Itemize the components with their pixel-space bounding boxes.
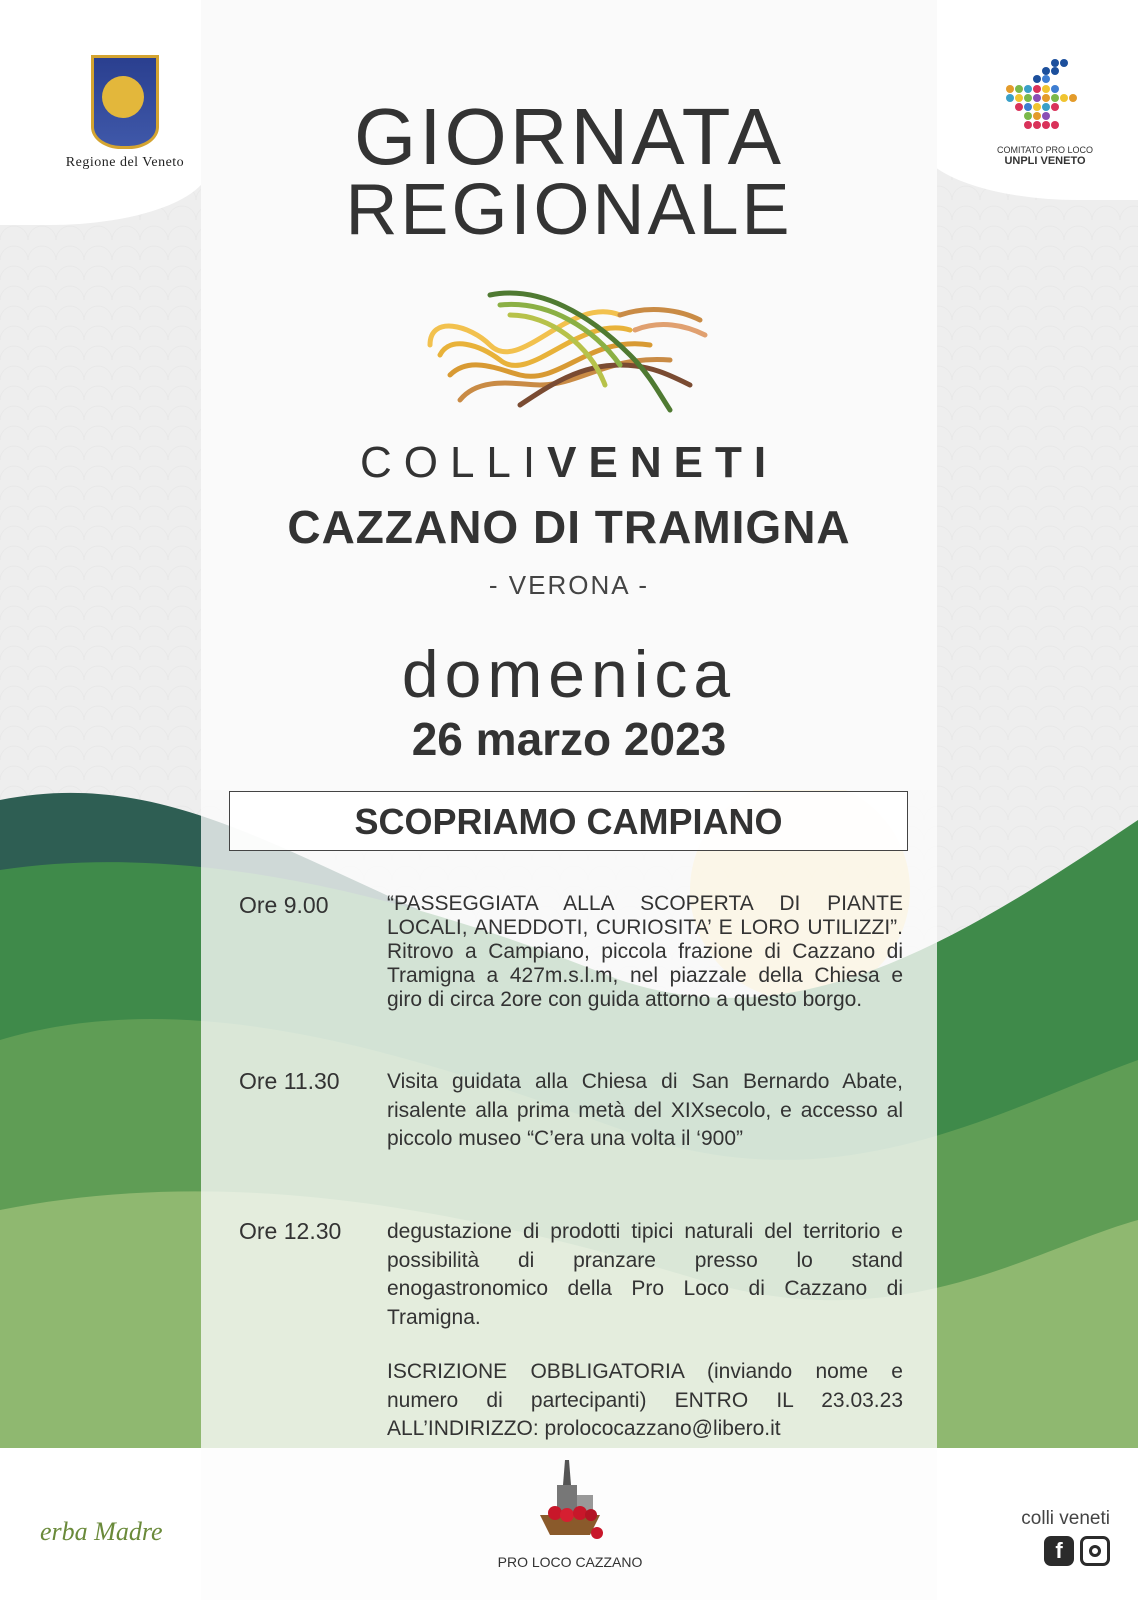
- schedule-time: Ore 11.30: [239, 1068, 340, 1094]
- schedule-time: Ore 9.00: [239, 892, 329, 918]
- regione-caption: Regione del Veneto: [65, 155, 185, 170]
- brand-bold: VENETI: [547, 438, 779, 487]
- regione-veneto-logo: [45, 55, 205, 171]
- dots-icon: [1000, 55, 1090, 140]
- social-block: [990, 1508, 1110, 1566]
- pro-loco-caption: PRO LOCO CAZZANO: [497, 1554, 643, 1570]
- social-caption: colli veneti: [1021, 1508, 1110, 1529]
- event-date: 26 marzo 2023: [411, 713, 727, 765]
- unpli-caption: [995, 145, 1095, 167]
- instagram-icon[interactable]: [1080, 1536, 1110, 1566]
- title-line1: GIORNATA: [354, 92, 784, 181]
- facebook-icon[interactable]: f: [1044, 1536, 1074, 1566]
- title-line2: REGIONALE: [345, 170, 793, 250]
- lion-shield-icon: [91, 55, 159, 149]
- schedule-description: Visita guidata alla Chiesa di San Bernardo Abate, risalente alla prima metà del XIXsecolo, e accesso al piccolo museo “C’era una volta il ‘900”: [387, 1070, 903, 1150]
- colli-veneti-lion-icon: [420, 275, 720, 435]
- unpli-logo: [995, 55, 1095, 167]
- registration-note: ISCRIZIONE OBBLIGATORIA (inviando nome e numero di partecipanti) ENTRO IL 23.03.23 ALL’INDIRIZZO: prolococazzano@libero.it: [387, 1360, 903, 1440]
- brand-wordmark: [201, 438, 937, 488]
- schedule-time: Ore 12.30: [239, 1218, 342, 1244]
- brand-light: COLLI: [359, 438, 548, 487]
- event-title-box: SCOPRIAMO CAMPIANO: [229, 791, 908, 851]
- unpli-caption-line2: UNPLI VENETO: [1004, 155, 1086, 167]
- event-day: domenica: [401, 637, 737, 711]
- pro-loco-logo: [480, 1455, 660, 1570]
- church-cherries-icon: [525, 1455, 615, 1545]
- erba-madre-logo: erba Madre: [40, 1517, 163, 1546]
- unpli-caption-line1: COMITATO PRO LOCO: [996, 145, 1093, 155]
- city-name: CAZZANO DI TRAMIGNA: [287, 501, 851, 553]
- schedule-description: degustazione di prodotti tipici naturali del territorio e possibilità di pranzare presso lo stand enogastronomico della Pro Loco di Cazzano di Tramigna.: [387, 1220, 903, 1329]
- schedule-description: “PASSEGGIATA ALLA SCOPERTA DI PIANTE LOCALI, ANEDDOTI, CURIOSITA’ E LORO UTILIZZI”. Ritrovo a Campiano, piccola frazione di Cazzano di Tramigna a 427m.s.l.m, nel piazzale della Chiesa e giro di circa 2ore con guida attorno a questo borgo.: [387, 892, 903, 1011]
- province: - VERONA -: [488, 570, 650, 600]
